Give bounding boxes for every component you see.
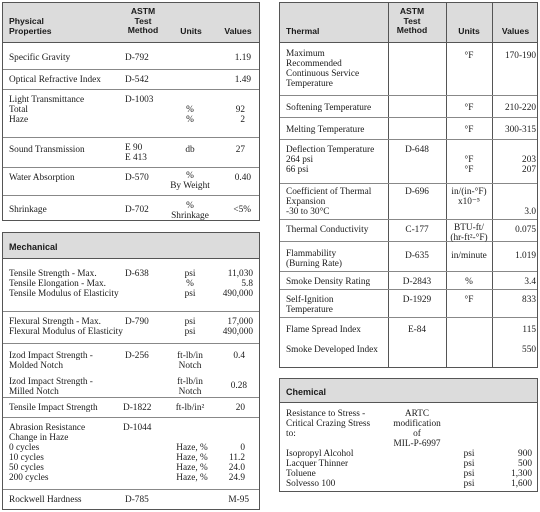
- table-cell: ft-lb/in Notch: [177, 351, 203, 371]
- table-cell: BTU-ft/ (hr-ft²-°F): [450, 223, 488, 243]
- table-cell: Smoke Density Rating: [286, 277, 371, 287]
- table-cell: °F: [464, 51, 474, 61]
- table-cell: psi psi psi psi: [463, 449, 475, 489]
- thermal-table: [279, 2, 538, 368]
- table-cell: 0.40: [234, 173, 251, 183]
- table-cell: D-635: [405, 251, 429, 261]
- table-cell: 833: [522, 295, 536, 305]
- table-cell: 1.19: [234, 53, 251, 63]
- table-cell: 17,000 490,000: [222, 317, 253, 337]
- table-cell: 0.4: [233, 351, 245, 361]
- thermal-header-title: Thermal: [286, 26, 320, 36]
- table-cell: 3.0: [524, 207, 536, 217]
- table-cell: % By Weight: [170, 171, 210, 191]
- table-cell: Resistance to Stress - Critical Crazing Stress to: Isopropyl Alcohol Lacquer Thinner Toluene Solvesso 100: [286, 409, 371, 489]
- table-cell: °F: [464, 295, 474, 305]
- table-cell: 203 207: [522, 155, 536, 175]
- table-cell: 115: [522, 325, 536, 335]
- table-cell: Coefficient of Thermal Expansion -30 to 30°C: [286, 187, 372, 217]
- table-cell: D-542: [125, 75, 149, 85]
- chemical-table: [279, 378, 538, 492]
- table-cell: Melting Temperature: [286, 125, 365, 135]
- thermal-header-method: ASTM Test Method: [396, 6, 428, 35]
- table-cell: D-1044: [123, 423, 152, 433]
- table-cell: E 90 E 413: [125, 143, 147, 163]
- thermal-header: [280, 3, 537, 43]
- chemical-title: Chemical: [286, 387, 327, 397]
- table-cell: Smoke Developed Index: [286, 345, 378, 355]
- table-cell: in/minute: [451, 251, 487, 261]
- table-cell: °F: [464, 103, 474, 113]
- table-cell: ft-lb/in²: [175, 403, 205, 413]
- table-cell: Sound Transmission: [9, 145, 85, 155]
- table-cell: Water Absorption: [9, 173, 75, 183]
- thermal-header-values: Values: [501, 26, 530, 36]
- table-cell: 11,030 5.8 490,000: [222, 269, 253, 299]
- mechanical-table: [2, 232, 260, 510]
- table-cell: Izod Impact Strength - Molded Notch: [9, 351, 93, 371]
- table-cell: Abrasion Resistance Change in Haze 0 cycles 10 cycles 50 cycles 200 cycles: [9, 423, 86, 483]
- table-cell: C-177: [405, 225, 429, 235]
- table-cell: D-570: [125, 173, 149, 183]
- table-cell: Self-Ignition Temperature: [286, 295, 334, 315]
- table-cell: psi % psi: [184, 269, 196, 299]
- table-cell: °F: [464, 125, 474, 135]
- table-cell: Specific Gravity: [9, 53, 71, 63]
- table-cell: D-1822: [123, 403, 152, 413]
- table-cell: Optical Refractive Index: [9, 75, 101, 85]
- table-cell: 300-315: [505, 125, 536, 135]
- table-cell: Flammability (Burning Rate): [286, 249, 343, 269]
- table-cell: 20: [235, 403, 245, 413]
- table-cell: E-84: [407, 325, 427, 335]
- table-cell: D-790: [125, 317, 149, 327]
- table-cell: Deflection Temperature 264 psi 66 psi: [286, 145, 375, 175]
- table-cell: Thermal Conductivity: [286, 225, 369, 235]
- table-cell: 92 2: [235, 105, 245, 125]
- table-cell: D-648: [405, 145, 429, 155]
- table-cell: M-95: [228, 495, 249, 505]
- table-cell: Tensile Strength - Max. Tensile Elongation - Max. Tensile Modulus of Elasticity: [9, 269, 119, 299]
- table-cell: 1.49: [234, 75, 251, 85]
- table-cell: D-785: [125, 495, 149, 505]
- table-cell: Tensile Impact Strength: [9, 403, 98, 413]
- table-cell: psi psi: [184, 317, 196, 337]
- table-cell: in/(in-°F) x10⁻⁵: [451, 187, 487, 207]
- thermal-header-units: Units: [458, 26, 480, 36]
- table-cell: D-1929: [402, 295, 432, 305]
- table-cell: D-702: [125, 205, 149, 215]
- table-cell: 550: [522, 345, 536, 355]
- table-cell: % Shrinkage: [171, 201, 209, 221]
- table-cell: 27: [235, 145, 245, 155]
- table-cell: Flame Spread Index: [286, 325, 361, 335]
- table-cell: %: [465, 277, 473, 287]
- table-cell: 170-190: [505, 51, 536, 61]
- table-cell: <5%: [233, 205, 251, 215]
- physical-header: [3, 3, 259, 43]
- table-cell: 1.019: [515, 251, 536, 261]
- table-cell: °F °F: [464, 155, 474, 175]
- table-cell: D-1003: [125, 95, 154, 105]
- physical-header-values: Values: [224, 26, 252, 36]
- table-cell: Shrinkage: [9, 205, 47, 215]
- physical-header-method: ASTM Test Method: [127, 6, 159, 35]
- table-cell: Softening Temperature: [286, 103, 372, 113]
- table-cell: 210-220: [505, 103, 536, 113]
- table-cell: 0 11.2 24.0 24.9: [228, 443, 245, 483]
- table-cell: D-2843: [402, 277, 432, 287]
- table-cell: D-696: [405, 187, 429, 197]
- mechanical-title: Mechanical: [9, 242, 58, 252]
- table-cell: D-256: [125, 351, 149, 361]
- table-cell: ft-lb/in Notch: [177, 377, 203, 397]
- table-cell: Haze, % Haze, % Haze, % Haze, %: [176, 443, 208, 483]
- table-cell: ARTC modification of MIL-P-6997: [393, 409, 441, 449]
- physical-header-units: Units: [180, 26, 202, 36]
- table-cell: Light Transmittance Total Haze: [9, 95, 85, 125]
- table-cell: D-638: [125, 269, 149, 279]
- table-cell: 0.28: [230, 381, 247, 391]
- physical-properties-table: [2, 2, 260, 221]
- table-cell: 3.4: [524, 277, 536, 287]
- table-cell: Flexural Strength - Max. Flexural Modulus of Elasticity: [9, 317, 123, 337]
- table-cell: D-792: [125, 53, 149, 63]
- mechanical-header: [3, 233, 259, 259]
- table-cell: Izod Impact Strength - Milled Notch: [9, 377, 93, 397]
- table-cell: % %: [186, 105, 194, 125]
- table-cell: db: [185, 145, 195, 155]
- table-cell: Maximum Recommended Continuous Service Temperature: [286, 49, 360, 89]
- table-cell: 900 500 1,300 1,600: [511, 449, 532, 489]
- chemical-header: [280, 379, 537, 403]
- physical-header-title: Physical Properties: [9, 16, 52, 36]
- table-cell: Rockwell Hardness: [9, 495, 82, 505]
- table-cell: 0.075: [515, 225, 536, 235]
